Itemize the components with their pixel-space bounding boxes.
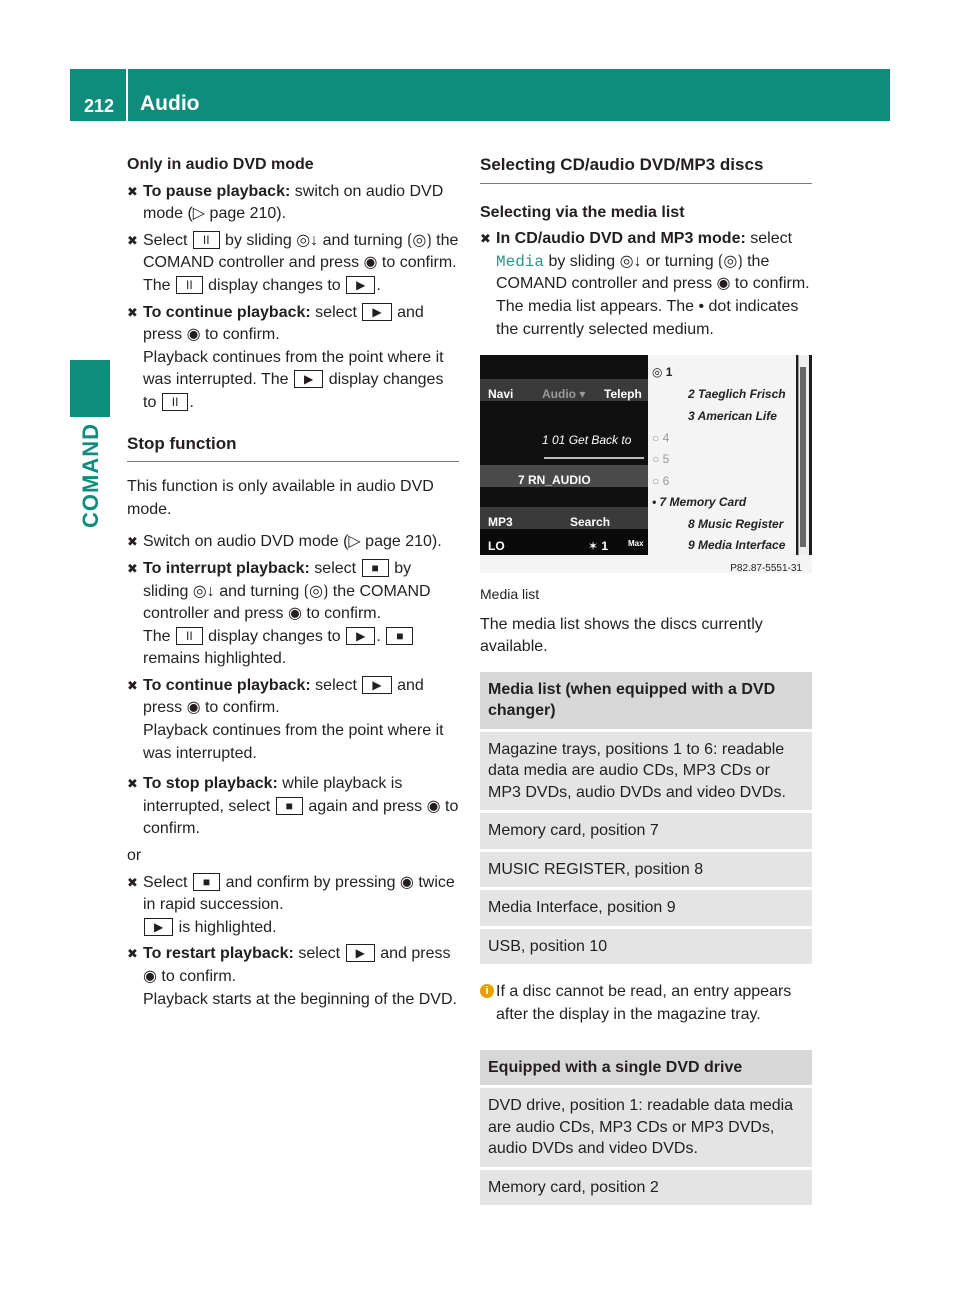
step-arrow-icon: ✖ — [127, 776, 138, 792]
media-list-description: The media list shows the discs currently available. — [480, 615, 763, 656]
table-row: MUSIC REGISTER, position 8 — [480, 852, 812, 888]
screen-progress-bar — [544, 449, 644, 459]
step-text: Playback starts at the beginning of the DVD. — [143, 990, 457, 1008]
screen-search-label: Search — [570, 515, 611, 530]
page-title: Audio — [140, 92, 200, 115]
step-arrow-icon: ✖ — [127, 946, 138, 962]
page-number: 212 — [84, 96, 115, 116]
step-text: . — [376, 276, 381, 294]
table-row: Memory card, position 7 — [480, 813, 812, 849]
table-row: Memory card, position 2 — [480, 1170, 812, 1206]
step-text: display changes to — [203, 627, 346, 645]
step-label: To continue playback: — [143, 676, 311, 694]
stop-function-heading: Stop function — [127, 433, 459, 463]
step-select-pause — [127, 230, 459, 298]
step-text: by sliding ◎↓ and turning ⟮◎⟯ the COMAND controller and press ◉ to confirm. — [143, 231, 459, 272]
screen-current-medium: 7 RN_AUDIO — [518, 473, 591, 488]
table-row: USB, position 10 — [480, 929, 812, 965]
pause-key-icon: II — [193, 231, 220, 249]
or-separator: or — [127, 847, 142, 865]
step-text: by sliding ◎↓ and turning ⟮◎⟯ the COMAND controller and press ◉ to confirm. — [143, 559, 431, 623]
screen-track-title: 1 01 Get Back to — [542, 433, 632, 448]
screen-nav-navi: Navi — [488, 387, 514, 402]
note-text: If a disc cannot be read, an entry appears after the display in the magazine tray. — [496, 983, 792, 1024]
step-text: . — [376, 627, 386, 645]
step-text: select — [310, 303, 362, 321]
table-header: Equipped with a single DVD drive — [480, 1050, 812, 1086]
step-text: Playback continues from the point where it was interrupted. The — [143, 348, 444, 389]
step-switch-on — [127, 531, 459, 554]
play-key-icon: ▶ — [362, 676, 391, 694]
dvd-mode-heading: Only in audio DVD mode — [127, 156, 314, 173]
step-text: and press ◉ to confirm. — [143, 945, 451, 985]
step-text: while playback is interrupted, select — [143, 775, 403, 815]
stop-key-icon: ■ — [386, 627, 413, 645]
step-pause — [127, 181, 459, 226]
section-heading: Selecting CD/audio DVD/MP3 discs — [480, 154, 812, 184]
step-text: The — [143, 627, 176, 645]
screen-status-bar — [480, 529, 648, 555]
table-row: Magazine trays, positions 1 to 6: readable data media are audio CDs, MP3 CDs or MP3 DVDs, audio DVDs and video DVDs. — [480, 732, 812, 811]
step-label: To stop playback: — [143, 775, 278, 793]
step-text: . — [189, 393, 194, 411]
step-text: The media list appears. The • dot indicates the currently selected medium. — [496, 297, 799, 338]
step-arrow-icon: ✖ — [127, 534, 138, 550]
screen-lo-label: LO — [488, 539, 505, 554]
play-key-icon: ▶ — [346, 627, 375, 645]
step-arrow-icon: ✖ — [127, 232, 138, 248]
media-list-table — [480, 669, 812, 968]
step-stop — [127, 773, 459, 841]
step-text: by sliding ◎↓ or turning ⟮◎⟯ the COMAND controller and press ◉ to confirm. — [496, 252, 810, 293]
screen-fan-label: ✶ 1 — [588, 539, 609, 554]
step-label: To pause playback: — [143, 182, 291, 200]
step-restart — [127, 943, 459, 1011]
step-text: Select — [143, 231, 192, 249]
step-text: display changes to — [203, 276, 346, 294]
step-text: select — [293, 945, 345, 963]
screen-list-item: 3 American Life — [688, 409, 777, 424]
step-text: again and press ◉ to confirm. — [143, 797, 459, 838]
step-continue-2 — [127, 675, 459, 765]
step-arrow-icon: ✖ — [127, 183, 138, 199]
screen-list-item: 2 Taeglich Frisch — [688, 387, 786, 402]
screen-nav-audio: Audio ▾ — [542, 387, 586, 402]
screen-figure-code: P82.87-5551-31 — [730, 563, 802, 574]
header-divider — [126, 69, 128, 121]
screen-list-item: 9 Media Interface — [688, 538, 786, 553]
step-text: The — [143, 276, 176, 294]
left-column — [127, 154, 459, 1015]
play-key-icon: ▶ — [362, 303, 391, 321]
sub-heading: Selecting via the media list — [480, 203, 685, 221]
screen-scroll-thumb — [800, 367, 806, 547]
single-dvd-table — [480, 1047, 812, 1209]
side-tab-marker — [70, 360, 110, 417]
stop-key-icon: ■ — [193, 873, 220, 891]
step-select-stop — [127, 872, 459, 940]
step-text: Playback continues from the point where it was interrupted. — [143, 722, 444, 762]
screen-nav-telephone: Teleph — [604, 387, 642, 402]
media-list-screenshot — [480, 355, 812, 573]
step-text: select — [309, 559, 361, 577]
step-label: In CD/audio DVD and MP3 mode: — [496, 230, 746, 248]
step-media-mode — [480, 228, 812, 341]
step-label: To interrupt playback: — [143, 559, 310, 577]
step-text: remains highlighted. — [143, 650, 287, 668]
step-interrupt — [127, 558, 459, 671]
pause-key-icon: II — [176, 276, 203, 294]
step-text: switch on audio DVD mode (▷ page 210). — [143, 182, 444, 223]
step-text: select — [745, 230, 793, 248]
screen-list-item: ◎ 1 — [652, 365, 673, 380]
table-header: Media list (when equipped with a DVD changer) — [480, 672, 812, 729]
play-key-icon: ▶ — [294, 370, 323, 388]
screen-list-item-selected: • 7 Memory Card — [652, 495, 747, 510]
play-key-icon: ▶ — [346, 944, 375, 962]
screen-list-item: 8 Music Register — [688, 517, 784, 532]
right-column — [480, 154, 812, 1208]
info-icon: i — [480, 984, 494, 998]
screen-list-item: ○ 6 — [652, 474, 670, 489]
stop-key-icon: ■ — [362, 559, 389, 577]
step-arrow-icon: ✖ — [127, 677, 138, 693]
step-text: select — [310, 676, 362, 694]
step-label: To continue playback: — [143, 303, 311, 321]
step-text: display changes to — [143, 371, 444, 411]
step-text: Select — [143, 873, 192, 891]
step-arrow-icon: ✖ — [127, 874, 138, 890]
step-continue-1 — [127, 302, 459, 415]
pause-key-icon: II — [162, 393, 189, 411]
stop-key-icon: ■ — [276, 797, 303, 815]
step-text: and press ◉ to confirm. — [143, 676, 424, 717]
screen-list-item: ○ 4 — [652, 431, 670, 446]
screen-mp3-label: MP3 — [488, 515, 513, 530]
step-text: is highlighted. — [174, 918, 277, 936]
step-text: Switch on audio DVD mode (▷ page 210). — [143, 533, 442, 551]
media-menu-item: Media — [496, 252, 545, 271]
step-arrow-icon: ✖ — [127, 304, 138, 320]
pause-key-icon: II — [176, 627, 203, 645]
stop-intro: This function is only available in audio DVD mode. — [127, 478, 434, 518]
side-tab-text: COMAND — [78, 423, 103, 528]
table-row: Media Interface, position 9 — [480, 890, 812, 926]
info-note — [480, 981, 812, 1026]
step-text: and press ◉ to confirm. — [143, 303, 424, 344]
play-key-icon: ▶ — [144, 918, 173, 936]
screen-max-label: Max — [628, 539, 644, 549]
step-text: and confirm by pressing ◉ twice in rapid succession. — [143, 873, 455, 914]
screen-list-item: ○ 5 — [652, 452, 670, 467]
step-arrow-icon: ✖ — [127, 560, 138, 576]
play-key-icon: ▶ — [346, 276, 375, 294]
step-arrow-icon: ✖ — [480, 231, 491, 247]
side-tab-label — [70, 418, 110, 548]
figure-caption: Media list — [480, 586, 540, 603]
step-label: To restart playback: — [143, 945, 294, 963]
table-row: DVD drive, position 1: readable data media are audio CDs, MP3 CDs or MP3 DVDs, audio DVDs and video DVDs. — [480, 1088, 812, 1167]
